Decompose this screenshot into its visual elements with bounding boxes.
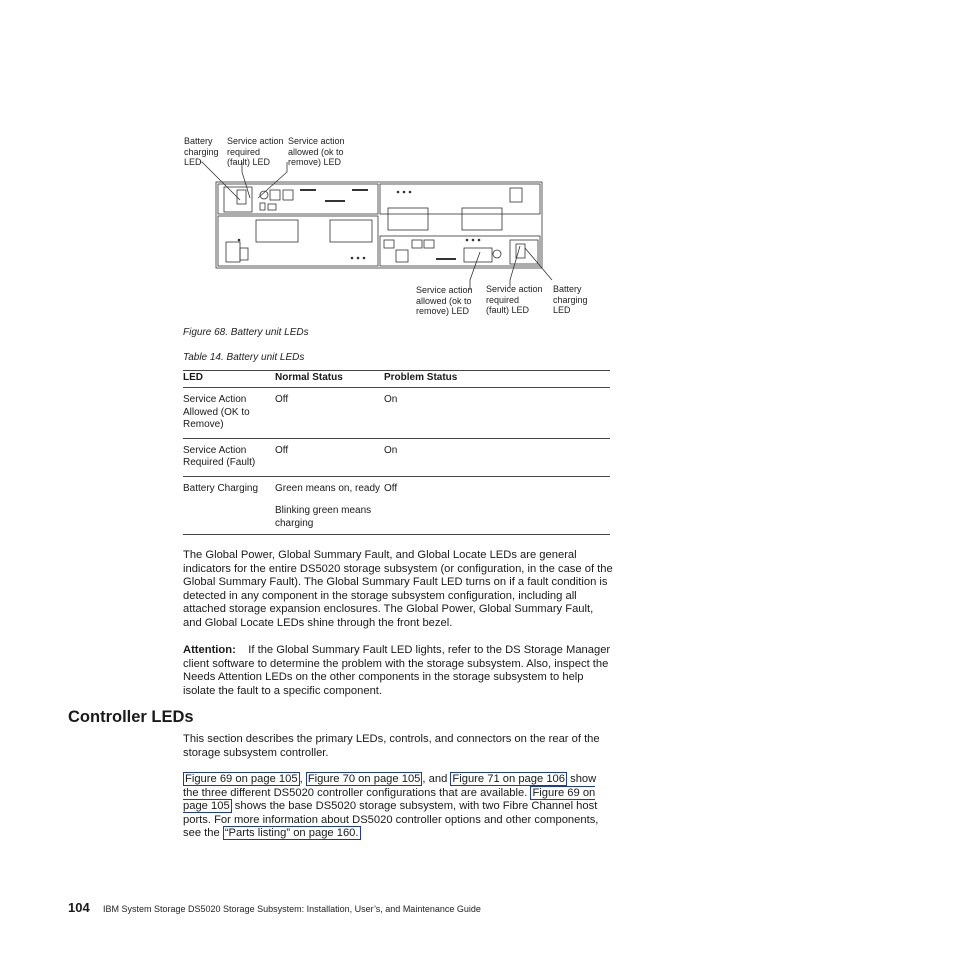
cell-problem: On: [384, 438, 610, 476]
table-row: [183, 476, 610, 535]
cell-led: Battery Charging: [183, 476, 275, 535]
table-row: [183, 438, 610, 476]
attention-label: Attention:: [183, 644, 236, 656]
paragraph-attention: [183, 644, 613, 698]
paragraph-controller-links: Figure 69 on page 105 , Figure 70 on page 105 , and Figure 71 on page 106 show the three different DS5020 controller configurations that are available. Figure 69 on page 105 shows the base DS5020 storage subsystem, with two Fibre Channel host ports. For more information about DS5020 controller options and other components, see the “Parts listing” on page 160.: [183, 773, 599, 840]
cell-problem: Off: [384, 476, 610, 535]
col-header-led: LED: [183, 371, 275, 388]
col-header-normal: Normal Status: [275, 371, 384, 388]
cell-normal: Off: [275, 438, 384, 476]
label-service-required-top: Service action required (fault) LED: [227, 136, 284, 167]
link-parts-listing[interactable]: “Parts listing” on page 160.: [224, 827, 359, 840]
table-row: [183, 388, 610, 439]
label-battery-charging-bottom: Battery charging LED: [553, 284, 588, 315]
cell-normal: Off: [275, 388, 384, 439]
link-figure-69[interactable]: Figure 69 on page 105: [185, 773, 298, 785]
label-battery-charging-top: Battery charging LED: [184, 136, 219, 167]
label-service-allowed-top: Service action allowed (ok to remove) LED: [288, 136, 345, 167]
cell-led: Service Action Allowed (OK to Remove): [183, 388, 275, 439]
cell-led: Service Action Required (Fault): [183, 438, 275, 476]
paragraph-global-leds: The Global Power, Global Summary Fault, and Global Locate LEDs are general indicators for the entire DS5020 storage subsystem (or configuration, in the case of the Global Summary Fault). The Global Summary Fault LED turns on if a fault condition is detected in any component in the storage subsystem configuration, including all attached storage expansion enclosures. The Global Power, Global Summary Fault, and Global Locate LEDs shine through the front bezel.: [183, 549, 613, 629]
label-service-required-bottom: Service action required (fault) LED: [486, 284, 543, 315]
table-caption: Table 14. Battery unit LEDs: [183, 352, 305, 363]
link-figure-70[interactable]: Figure 70 on page 105: [307, 773, 421, 785]
table-header-row: [183, 371, 610, 388]
figure-caption: Figure 68. Battery unit LEDs: [183, 327, 309, 338]
label-service-allowed-bottom: Service action allowed (ok to remove) LED: [416, 285, 473, 316]
paragraph-controller-intro: This section describes the primary LEDs, controls, and connectors on the rear of the storage subsystem controller.: [183, 733, 600, 759]
battery-unit-diagram: [180, 150, 555, 320]
col-header-problem: Problem Status: [384, 371, 610, 388]
text-fragment: shows the base DS5020 storage subsystem, with two Fibre Channel host ports. For more information about DS5020 controller options and other components, see the: [183, 800, 599, 840]
link-figure-69-b[interactable]: Figure 69 on page 105: [183, 786, 596, 813]
link-figure-71[interactable]: Figure 71 on page 106: [452, 773, 565, 785]
attention-text: If the Global Summary Fault LED lights, refer to the DS Storage Manager client software to determine the problem with the storage subsystem. Also, inspect the Needs Attention LEDs on the other components in the storage subsystem to help isolate the fault to a specific component.: [183, 644, 611, 697]
battery-led-table: [183, 370, 610, 535]
page-number: 104: [68, 900, 90, 915]
footer-title: IBM System Storage DS5020 Storage Subsystem: Installation, User’s, and Maintenance Guide: [103, 904, 481, 914]
cell-problem: On: [384, 388, 610, 439]
normal-line: Green means on, ready: [275, 482, 381, 494]
section-title: Controller LEDs: [68, 708, 194, 726]
text-fragment: show the three different DS5020 controller configurations that are available.: [183, 773, 597, 799]
cell-normal: [275, 476, 384, 535]
normal-line: Blinking green means charging: [275, 505, 372, 529]
